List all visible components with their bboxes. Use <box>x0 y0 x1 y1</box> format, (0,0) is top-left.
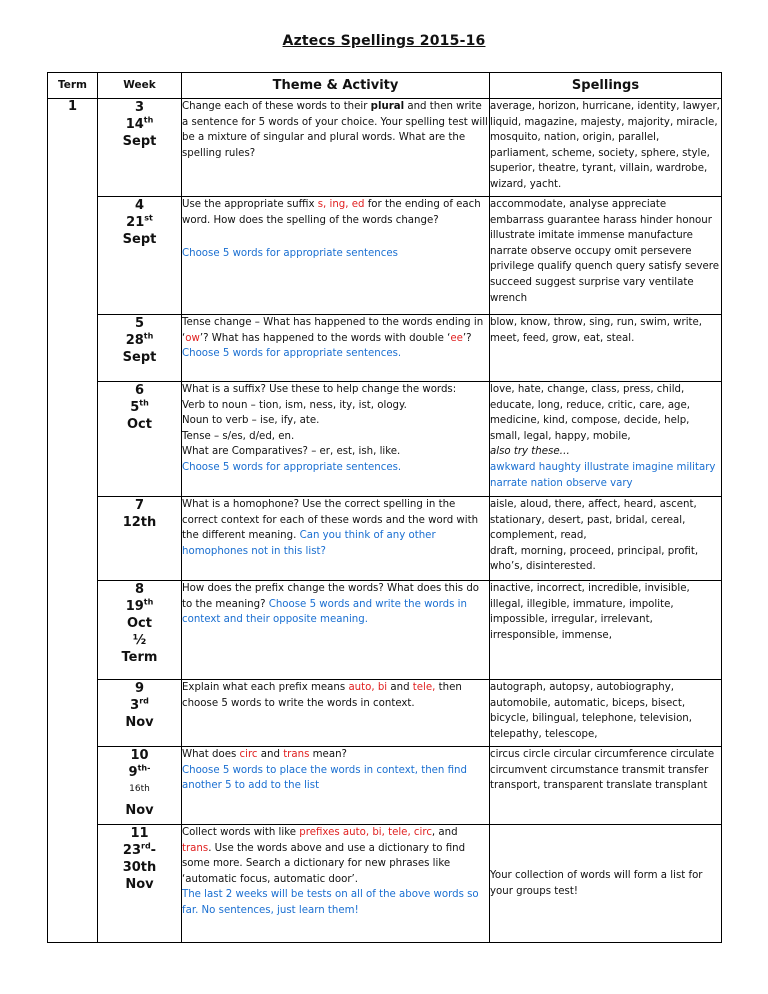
week-month: Oct <box>127 417 152 432</box>
half-term-label: Term <box>121 650 158 665</box>
spellings-cell: love, hate, change, class, press, child, educate, long, reduce, critic, care, age, medicine, kind, compose, decide, help, small, legal, happy, mobile, also try these… awkward haughty illustrate imagine military narrate nation observe vary <box>490 382 722 497</box>
activity-cell: Collect words with like prefixes auto, bi, tele, circ, and trans. Use the words above and use a dictionary to find some more. Search a dictionary for new phrases like ‘automatic focus, automatic door’. The last 2 weeks will be tests on all of the above words so far. No sentences, just learn them! <box>182 825 490 943</box>
activity-cell: What does circ and trans mean? Choose 5 words to place the words in context, then find another 5 to add to the list <box>182 747 490 825</box>
week-month: Sept <box>122 232 157 247</box>
week-date: 14th <box>125 115 154 132</box>
week-date: $9^{th-}$ <box>128 763 151 780</box>
table-row <box>48 825 722 943</box>
activity-cell: Use the appropriate suffix s, ing, ed for the ending of each word. How does the spelling of the words change? Choose 5 words for appropriate sentences <box>182 197 490 315</box>
spellings-cell: circus circle circular circumference circulate circumvent circumstance transmit transfer transport, transparent translate transplant <box>490 747 722 825</box>
week-cell <box>98 197 182 315</box>
activity-cell: What is a suffix? Use these to help change the words: Verb to noun – tion, ism, ness, ity, ist, ology. Noun to verb – ise, ify, ate. Tense – s/es, d/ed, en. What are Comparatives? – er, est, ish, like. Choose 5 words for appropriate sentences. <box>182 382 490 497</box>
week-date: 3rd <box>130 696 149 713</box>
page-title: Aztecs Spellings 2015-16 <box>282 33 486 49</box>
activity-cell: How does the prefix change the words? What does this do to the meaning? Choose 5 words and write the words in context and their opposite meaning. <box>182 581 490 680</box>
spellings-cell: inactive, incorrect, incredible, invisible, illegal, illegible, immature, impolite, impossible, irregular, irrelevant, irresponsible, immense, <box>490 581 722 680</box>
week-month: Nov <box>125 877 154 892</box>
activity-cell: What is a homophone? Use the correct spelling in the correct context for each of these words and the word with the different meaning. Can you think of any other homophones not in this list? <box>182 497 490 581</box>
spellings-cell: autograph, autopsy, autobiography, automobile, automatic, biceps, bisect, bicycle, bilingual, telephone, television, telepathy, telescope, <box>490 680 722 747</box>
week-date-end: 30th <box>122 860 157 875</box>
header-theme: Theme & Activity <box>182 73 490 99</box>
term-cell: 1 <box>48 99 98 943</box>
header-week: Week <box>98 73 182 99</box>
table-row <box>48 315 722 382</box>
spellings-cell: Your collection of words will form a list for your groups test! <box>490 825 722 943</box>
spellings-table <box>47 72 722 943</box>
week-number: 5 <box>134 316 145 331</box>
week-month: Oct <box>127 616 152 631</box>
week-date: 21st <box>126 213 153 230</box>
header-spellings: Spellings <box>490 73 722 99</box>
spellings-cell: accommodate, analyse appreciate embarrass guarantee harass hinder honour illustrate imitate immense manufacture narrate observe occupy omit persevere privilege qualify quench query satisfy severe succeed suggest surprise vary ventilate wrench <box>490 197 722 315</box>
table-row <box>48 382 722 497</box>
table-row <box>48 680 722 747</box>
week-cell <box>98 315 182 382</box>
week-month: Nov <box>125 715 154 730</box>
header-term: Term <box>48 73 98 99</box>
activity-cell: Explain what each prefix means auto, bi and tele, then choose 5 words to write the words in context. <box>182 680 490 747</box>
week-date: 23rd- <box>122 841 157 858</box>
week-date: 28th <box>125 331 154 348</box>
week-number: 4 <box>134 198 145 213</box>
table-row <box>48 747 722 825</box>
week-date: 19th <box>125 597 154 614</box>
week-month: Sept <box>122 350 157 365</box>
week-number: 9 <box>134 681 145 696</box>
week-cell <box>98 680 182 747</box>
week-number: 7 <box>134 498 145 513</box>
week-cell <box>98 747 182 825</box>
week-month: Nov <box>125 803 154 818</box>
week-number: 6 <box>134 383 145 398</box>
week-cell <box>98 825 182 943</box>
half-term-fraction: ½ <box>132 633 147 648</box>
spellings-cell: blow, know, throw, sing, run, swim, write, meet, feed, grow, eat, steal. <box>490 315 722 382</box>
spellings-cell: average, horizon, hurricane, identity, lawyer, liquid, magazine, majesty, majority, miracle, mosquito, nation, origin, parallel, parliament, scheme, society, sphere, style, superior, theatre, tyrant, villain, wardrobe, wizard, yacht. <box>490 99 722 197</box>
week-number: 3 <box>134 100 145 115</box>
table-row <box>48 197 722 315</box>
week-number: 8 <box>134 582 145 597</box>
week-month: Sept <box>122 134 157 149</box>
activity-cell: Tense change – What has happened to the words ending in ‘ow’? What has happened to the words with double ‘ee’? Choose 5 words for appropriate sentences. <box>182 315 490 382</box>
activity-cell: Change each of these words to their plural and then write a sentence for 5 words of your choice. Your spelling test will be a mixture of singular and plural words. What are the spelling rules? <box>182 99 490 197</box>
week-date-range: 16th <box>129 784 150 794</box>
week-cell <box>98 497 182 581</box>
table-row <box>48 99 722 197</box>
table-row <box>48 497 722 581</box>
table-header-row <box>48 73 722 99</box>
week-number: 11 <box>130 826 149 841</box>
table-row <box>48 581 722 680</box>
week-number: 10 <box>130 748 149 763</box>
spellings-cell: aisle, aloud, there, affect, heard, ascent, stationary, desert, past, bridal, cereal, complement, read, draft, morning, proceed, principal, profit, who’s, disinterested. <box>490 497 722 581</box>
week-date: 5th <box>130 398 149 415</box>
week-date: 12th <box>122 515 157 530</box>
week-cell <box>98 99 182 197</box>
week-cell <box>98 382 182 497</box>
week-cell <box>98 581 182 680</box>
